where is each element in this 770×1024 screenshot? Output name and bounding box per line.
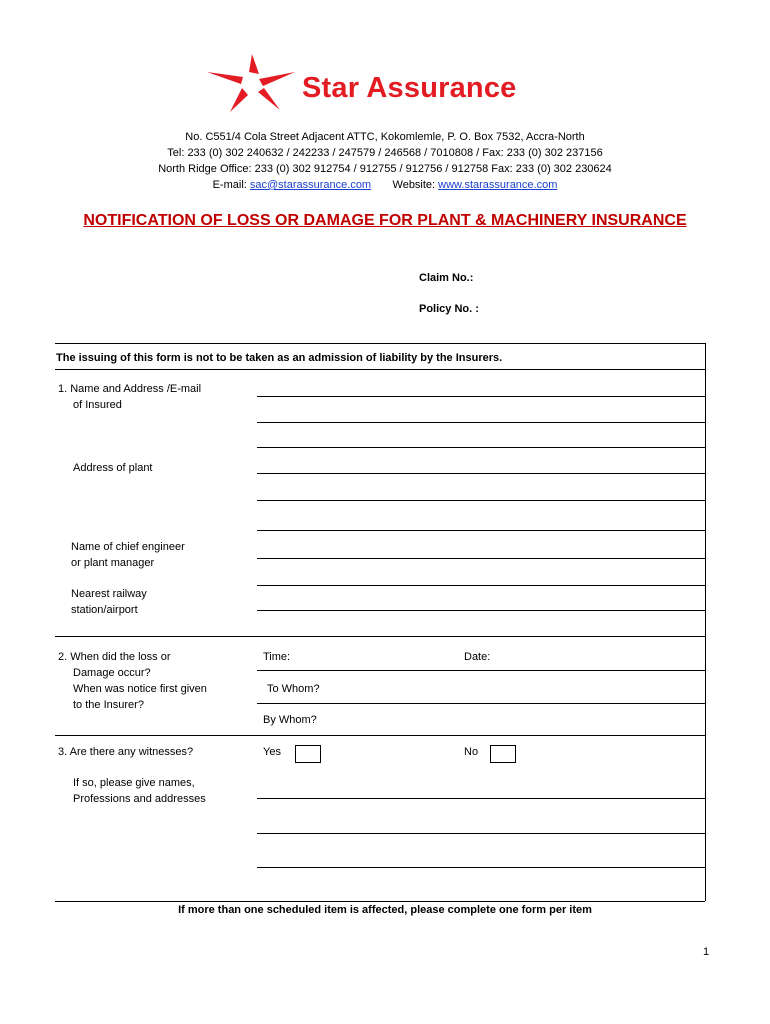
q2-when-loss-label: 2. When did the loss or — [58, 651, 171, 663]
form-top-border — [55, 343, 705, 344]
form-right-border — [705, 343, 706, 901]
q2-notice-given-label: When was notice first given — [73, 683, 207, 695]
address-of-plant-label: Address of plant — [73, 462, 153, 474]
witness-names-label: If so, please give names, — [73, 777, 195, 789]
to-whom-label: To Whom? — [267, 683, 320, 695]
plant-address-line-2[interactable] — [257, 500, 705, 501]
yes-label: Yes — [263, 746, 281, 758]
claim-no-label: Claim No.: — [419, 272, 474, 284]
time-label: Time: — [263, 651, 291, 663]
section-1-divider — [55, 636, 705, 637]
website-label: Website: — [392, 179, 436, 191]
company-telephone: Tel: 233 (0) 302 240632 / 242233 / 247579 / 246568 / 7010808 / Fax: 233 (0) 302 237156 — [167, 147, 603, 159]
plant-address-line-1[interactable] — [257, 473, 705, 474]
insured-name-line[interactable] — [257, 396, 705, 397]
policy-no-label: Policy No. : — [419, 303, 479, 315]
no-label: No — [464, 746, 479, 758]
plant-address-line-3[interactable] — [257, 530, 705, 531]
plant-manager-line[interactable] — [257, 585, 705, 586]
website-link[interactable]: www.starassurance.com — [438, 179, 558, 191]
to-whom-line[interactable] — [257, 703, 705, 704]
railway-station-line[interactable] — [257, 610, 705, 611]
q1-insured-label: of Insured — [73, 399, 122, 411]
q2-to-insurer-label: to the Insurer? — [73, 699, 144, 711]
brand-name: Star Assurance — [302, 72, 517, 104]
station-airport-label: station/airport — [71, 604, 138, 616]
witness-line-2[interactable] — [257, 833, 705, 834]
page-number: 1 — [703, 946, 710, 958]
footer-note: If more than one scheduled item is affected, please complete one form per item — [178, 904, 592, 916]
q2-damage-occur-label: Damage occur? — [73, 667, 151, 679]
company-address: No. C551/4 Cola Street Adjacent ATTC, Kokomlemle, P. O. Box 7532, Accra-North — [185, 131, 585, 143]
date-label: Date: — [464, 651, 491, 663]
star-logo-icon — [205, 50, 305, 120]
witness-line-1[interactable] — [257, 798, 705, 799]
no-checkbox[interactable] — [490, 745, 516, 763]
form-title: NOTIFICATION OF LOSS OR DAMAGE FOR PLANT & MACHINERY INSURANCE — [83, 212, 687, 229]
insured-address-line[interactable] — [257, 422, 705, 423]
witness-line-3[interactable] — [257, 867, 705, 868]
email-link[interactable]: sac@starassurance.com — [249, 179, 372, 191]
nearest-railway-label: Nearest railway — [71, 588, 147, 600]
q3-witnesses-label: 3. Are there any witnesses? — [58, 746, 194, 758]
north-ridge-office: North Ridge Office: 233 (0) 302 912754 / 912755 / 912756 / 912758 Fax: 233 (0) 302 230624 — [158, 163, 612, 175]
chief-engineer-line[interactable] — [257, 558, 705, 559]
section-2-divider — [55, 735, 705, 736]
witness-professions-label: Professions and addresses — [73, 793, 206, 805]
plant-manager-label: or plant manager — [71, 557, 155, 569]
chief-engineer-label: Name of chief engineer — [71, 541, 185, 553]
by-whom-label: By Whom? — [263, 714, 317, 726]
email-label: E-mail: — [212, 179, 247, 191]
yes-checkbox[interactable] — [295, 745, 321, 763]
contact-line — [0, 177, 770, 193]
q1-name-address-label: 1. Name and Address /E-mail — [58, 383, 202, 395]
insured-email-line[interactable] — [257, 447, 705, 448]
disclaimer-text: The issuing of this form is not to be taken as an admission of liability by the Insurers. — [56, 352, 503, 364]
disclaimer-divider — [55, 369, 705, 370]
time-date-line[interactable] — [257, 670, 705, 671]
